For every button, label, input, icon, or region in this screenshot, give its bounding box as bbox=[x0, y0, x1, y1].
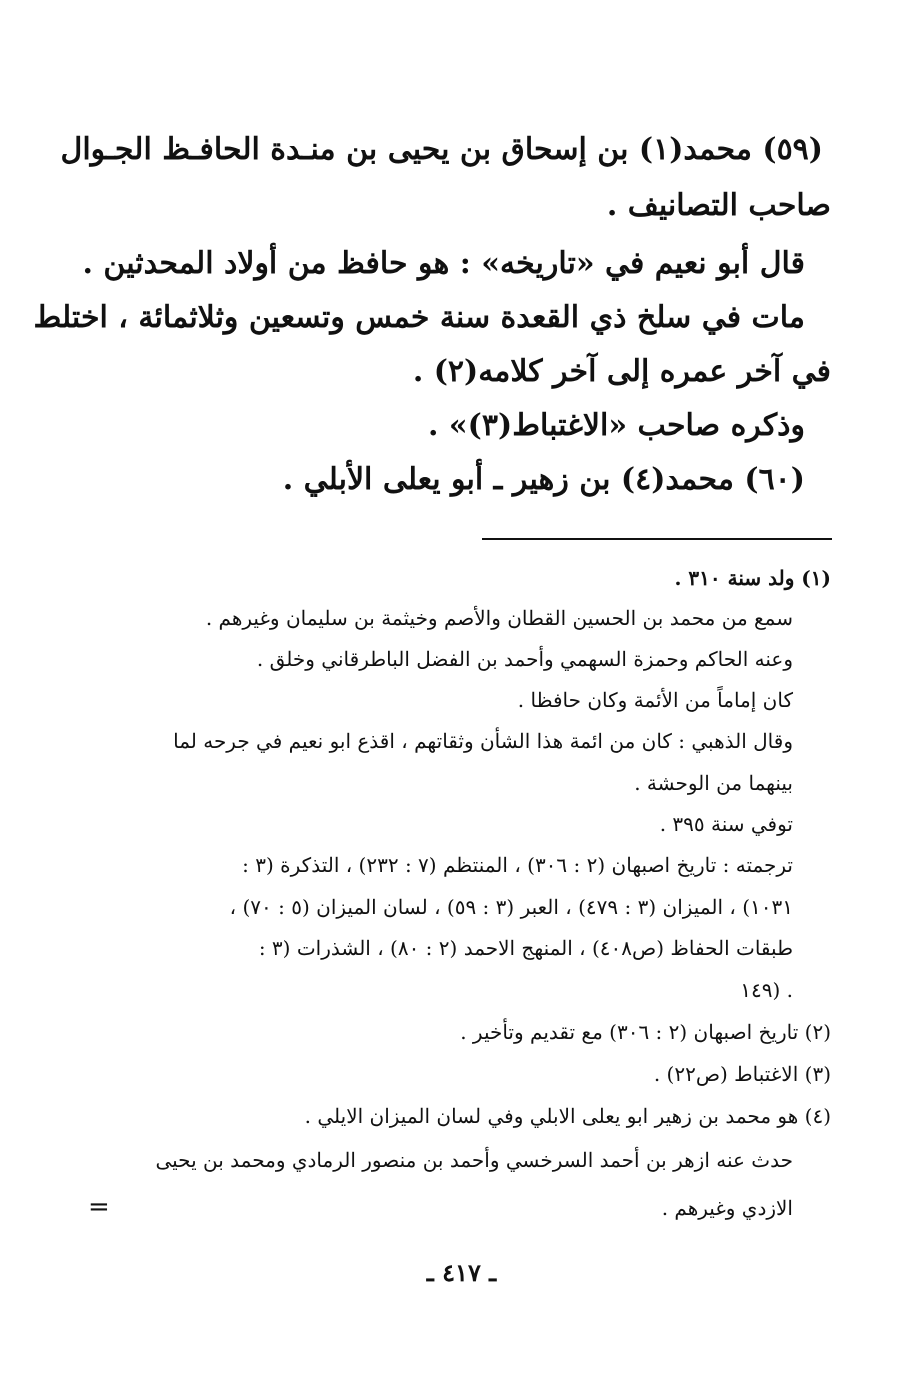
footnote-1-line-11: ١٤٩) . bbox=[740, 978, 793, 1002]
footnote-1-line-1: (١) ولد سنة ٣١٠ . bbox=[674, 566, 831, 590]
main-line-2: صاحب التصانيف . bbox=[606, 188, 831, 223]
page-number: ـ ٤١٧ ـ bbox=[426, 1258, 497, 1287]
footnote-separator bbox=[482, 538, 832, 540]
main-line-1: (٥٩) محمد(١) بن إسحاق بن يحيى بن منـدة الحافـظ الجـوال bbox=[60, 132, 823, 167]
margin-marker: = bbox=[88, 1192, 110, 1222]
footnote-1-line-3: وعنه الحاكم وحمزة السهمي وأحمد بن الفضل الباطرقاني وخلق . bbox=[256, 647, 793, 671]
footnote-4-line-3: الازدي وغيرهم . bbox=[661, 1196, 793, 1220]
footnote-1-line-9: ١٠٣١) ، الميزان (٣ : ٤٧٩) ، العبر (٣ : ٥٩) ، لسان الميزان (٥ : ٧٠) ، bbox=[229, 895, 793, 919]
main-line-3: قال أبو نعيم في «تاريخه» : هو حافظ من أولاد المحدثين . bbox=[82, 246, 805, 281]
main-line-7: (٦٠) محمد(٤) بن زهير ـ أبو يعلى الأبلي . bbox=[282, 462, 805, 497]
footnote-1-line-8: ترجمته : تاريخ اصبهان (٢ : ٣٠٦) ، المنتظم (٧ : ٢٣٢) ، التذكرة (٣ : bbox=[242, 853, 793, 877]
footnote-3: (٣) الاغتباط (ص٢٢) . bbox=[653, 1062, 831, 1086]
footnote-1-line-7: توفي سنة ٣٩٥ . bbox=[659, 812, 793, 836]
main-line-6: وذكره صاحب «الاغتباط(٣)» . bbox=[428, 408, 805, 443]
main-line-5: في آخر عمره إلى آخر كلامه(٢) . bbox=[412, 354, 831, 389]
main-line-4: مات في سلخ ذي القعدة سنة خمس وتسعين وثلاثمائة ، اختلط bbox=[33, 300, 805, 335]
footnote-4-line-2: حدث عنه ازهر بن أحمد السرخسي وأحمد بن منصور الرمادي ومحمد بن يحيى bbox=[155, 1148, 793, 1172]
footnote-1-line-2: سمع من محمد بن الحسين القطان والأصم وخيثمة بن سليمان وغيرهم . bbox=[205, 606, 793, 630]
footnote-1-line-10: طبقات الحفاظ (ص٤٠٨) ، المنهج الاحمد (٢ : ٨٠) ، الشذرات (٣ : bbox=[258, 936, 793, 960]
footnote-1-line-5: وقال الذهبي : كان من ائمة هذا الشأن وثقاتهم ، اقذع ابو نعيم في جرحه لما bbox=[173, 729, 793, 753]
footnote-4-line-1: (٤) هو محمد بن زهير ابو يعلى الابلي وفي لسان الميزان الايلي . bbox=[304, 1104, 831, 1128]
footnote-1-line-6: بينهما من الوحشة . bbox=[634, 771, 793, 795]
footnote-2: (٢) تاريخ اصبهان (٢ : ٣٠٦) مع تقديم وتأخير . bbox=[460, 1020, 831, 1044]
footnote-1-line-4: كان إماماً من الأئمة وكان حافظا . bbox=[517, 688, 793, 712]
